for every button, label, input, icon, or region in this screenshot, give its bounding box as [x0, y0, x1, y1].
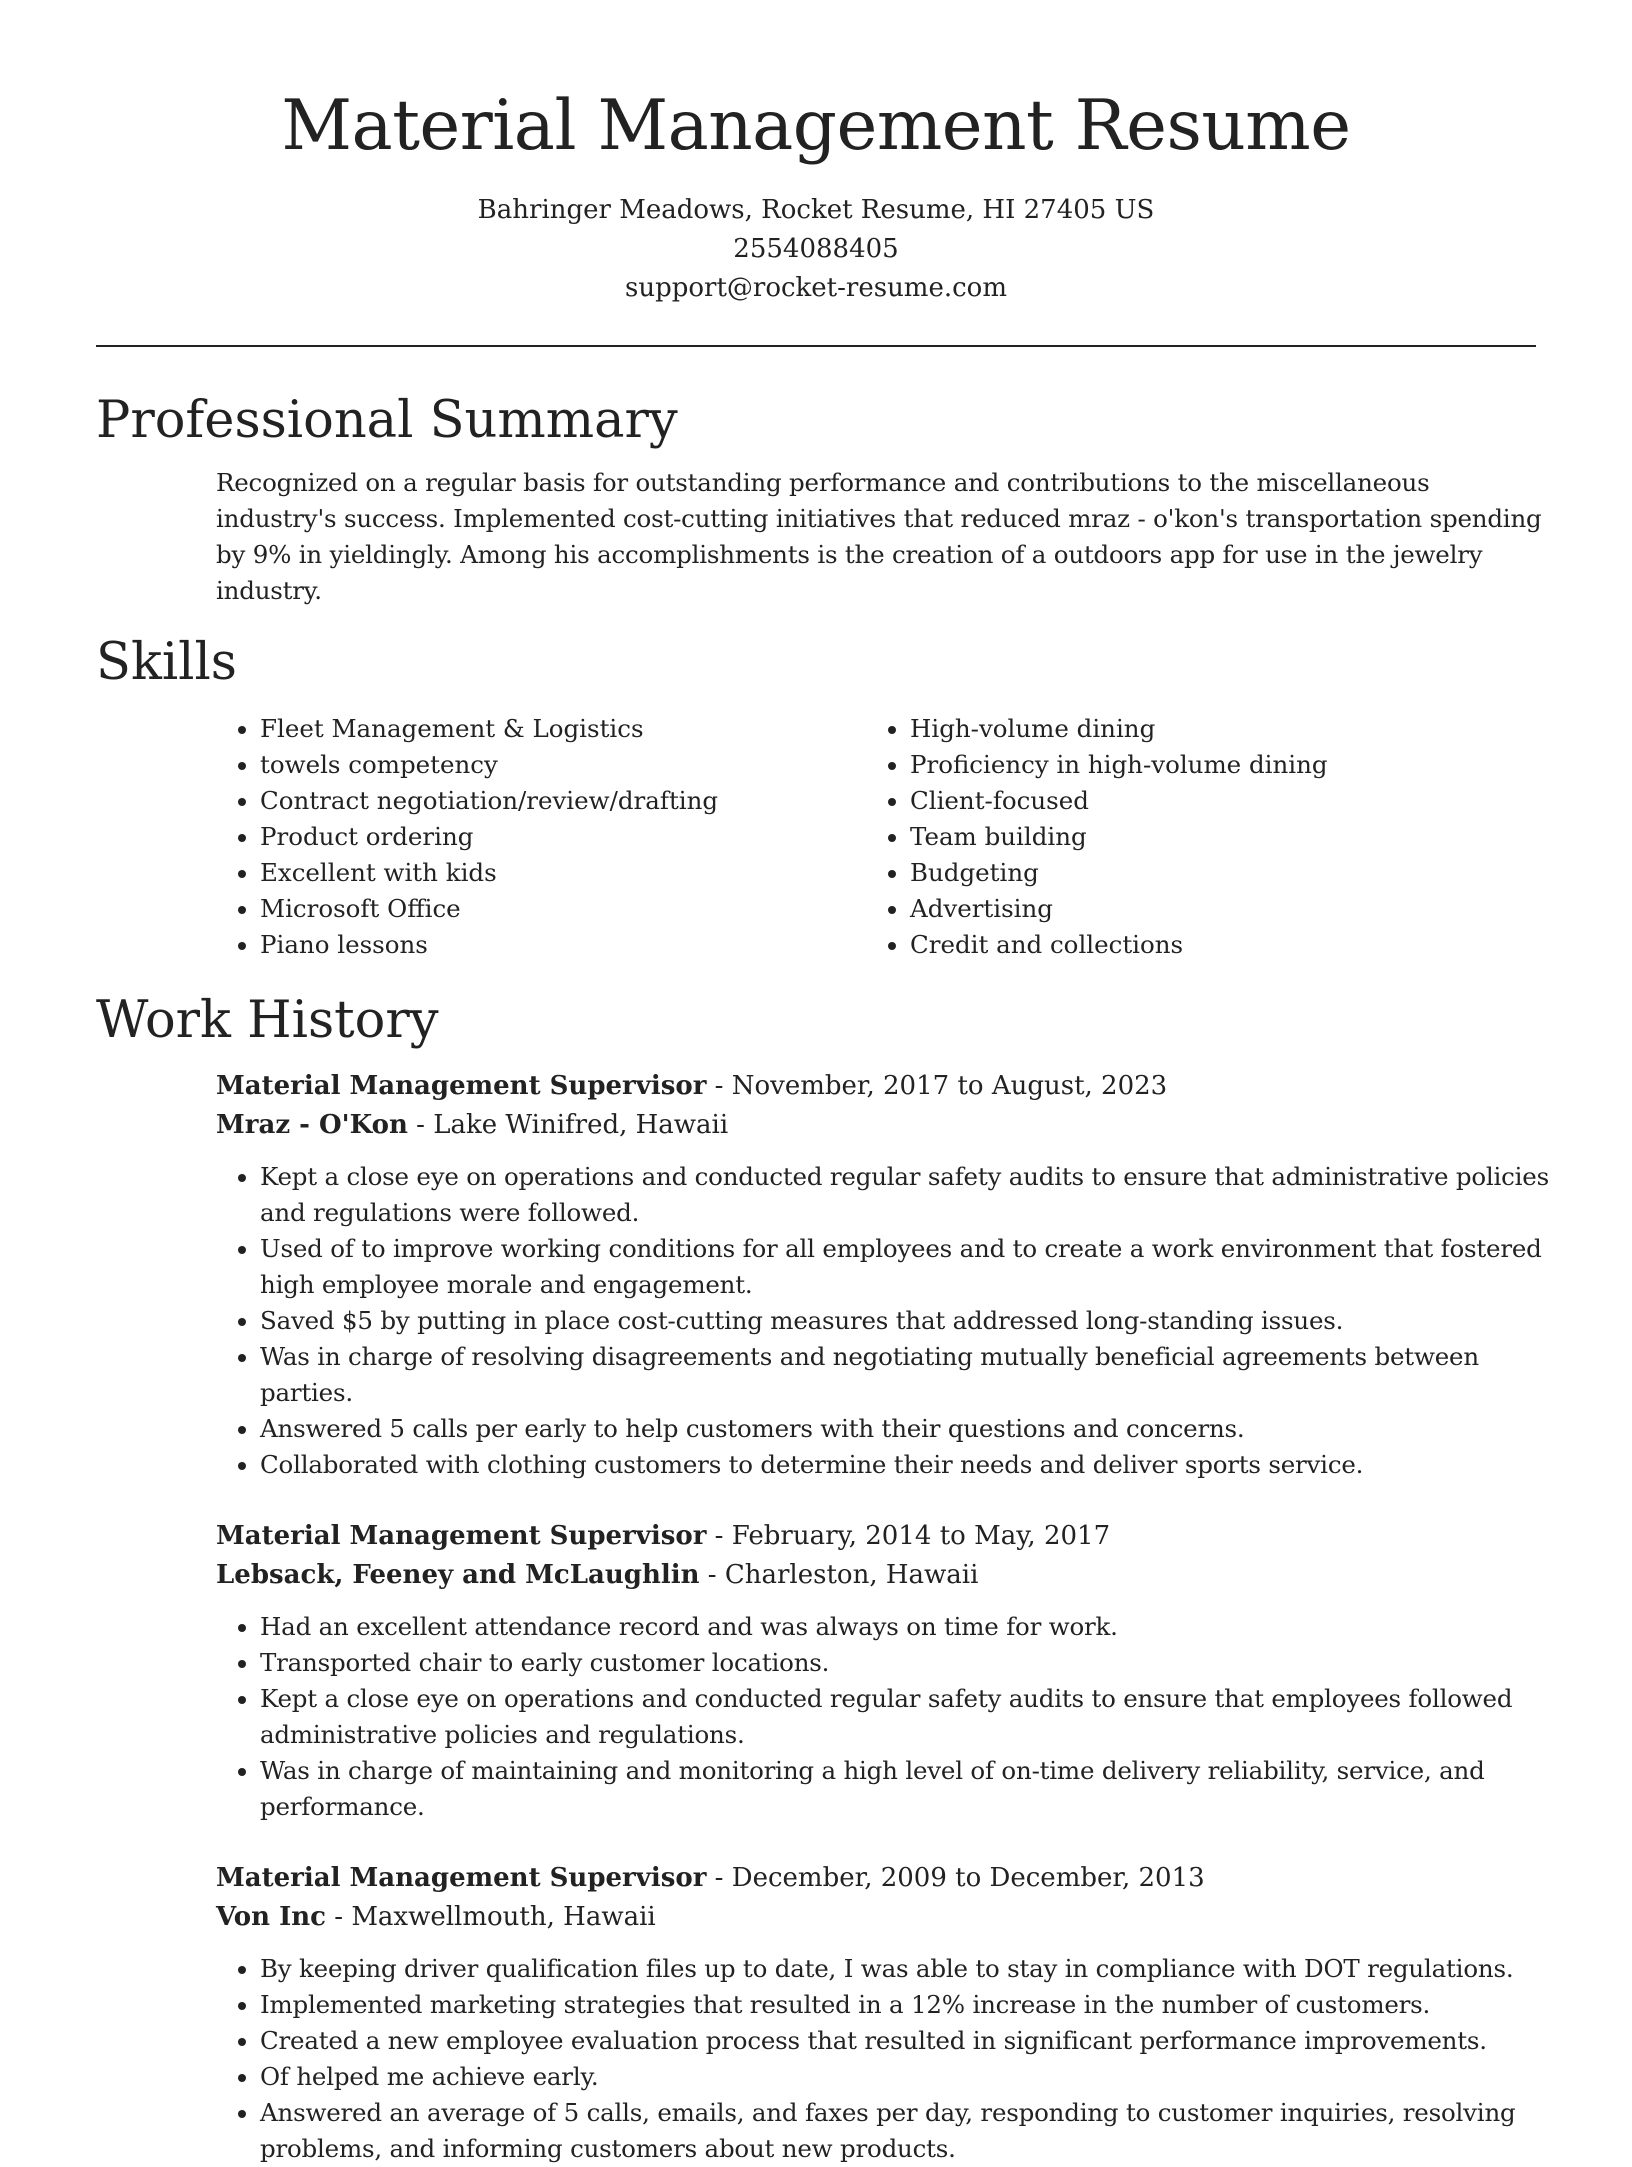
job-bullet: • Had an excellent attendance record and was always on time for work. — [260, 1609, 1560, 1645]
skill-item: • Contract negotiation/review/drafting — [260, 783, 866, 819]
resume-title: Material Management Resume — [281, 86, 1351, 166]
job-bullet: • Kept a close eye on operations and conducted regular safety audits to ensure that employees followed administrative policies and regulations. — [260, 1681, 1560, 1753]
job-company-line — [216, 1556, 1536, 1595]
job-dates: November, 2017 to August, 2023 — [731, 1071, 1168, 1101]
skill-item: • Excellent with kids — [260, 855, 866, 891]
job-company-line — [216, 1898, 1536, 1937]
separator: - — [706, 1071, 732, 1101]
skill-item: • Microsoft Office — [260, 891, 866, 927]
separator: - — [407, 1110, 434, 1140]
job-bullet: • Saved $5 by putting in place cost-cutting measures that addressed long-standing issues. — [260, 1303, 1560, 1339]
work-heading: Work History — [96, 991, 439, 1050]
skills-columns — [216, 711, 1536, 963]
job-title: Material Management Supervisor — [216, 1863, 707, 1893]
summary-text: Recognized on a regular basis for outstanding performance and contributions to the miscellaneous industry's success. Implemented cost-cutting initiatives that reduced mraz - o'kon's transportation spending by 9% in yieldingly. Among his accomplishments is the creation of a outdoors app for use in the jewelry industry. — [216, 468, 1542, 605]
contact-block — [96, 191, 1536, 308]
job-bullet: • Answered an average of 5 calls, emails, and faxes per day, responding to customer inquiries, resolving problems, and informing customers about new products. — [260, 2095, 1560, 2167]
job-bullet: • Of helped me achieve early. — [260, 2059, 1560, 2095]
job-title: Material Management Supervisor — [216, 1521, 707, 1551]
job-entry — [216, 1067, 1549, 1483]
skill-item: • Product ordering — [260, 819, 866, 855]
job-bullet: • Used of to improve working conditions for all employees and to create a work environment that fostered high employee morale and engagement. — [260, 1231, 1560, 1303]
job-entry — [216, 1859, 1536, 2167]
skill-item: • Budgeting — [910, 855, 1516, 891]
job-bullet: • Implemented marketing strategies that resulted in a 12% increase in the number of customers. — [260, 1987, 1560, 2023]
job-bullet: • Was in charge of resolving disagreements and negotiating mutually beneficial agreements between parties. — [260, 1339, 1560, 1411]
skills-heading: Skills — [96, 633, 237, 692]
skills-section — [96, 631, 1536, 963]
job-dates: February, 2014 to May, 2017 — [731, 1521, 1111, 1551]
skill-item: • High-volume dining — [910, 711, 1516, 747]
job-bullet: • By keeping driver qualification files up to date, I was able to stay in compliance with DOT regulations. — [260, 1951, 1560, 1987]
job-header — [216, 1067, 1536, 1106]
phone: 2554088405 — [733, 234, 899, 264]
email: support@rocket-resume.com — [624, 273, 1007, 303]
job-bullet: • Collaborated with clothing customers to determine their needs and deliver sports service. — [260, 1447, 1560, 1483]
separator: - — [706, 1863, 732, 1893]
job-bullets — [216, 1609, 1560, 1825]
job-company-line — [216, 1106, 1536, 1145]
job-bullets — [216, 1159, 1560, 1483]
job-header — [216, 1859, 1536, 1898]
separator: - — [699, 1560, 725, 1590]
job-list — [96, 1067, 1549, 2167]
skill-item: • Piano lessons — [260, 927, 866, 963]
summary-section — [96, 389, 1542, 609]
skill-item: • towels competency — [260, 747, 866, 783]
skill-item: • Fleet Management & Logistics — [260, 711, 866, 747]
job-company: Mraz - O'Kon — [216, 1110, 408, 1140]
work-section — [96, 989, 1549, 2167]
job-location: Maxwellmouth, Hawaii — [351, 1902, 656, 1932]
separator: - — [706, 1521, 732, 1551]
skill-item: • Advertising — [910, 891, 1516, 927]
job-bullet: • Transported chair to early customer locations. — [260, 1645, 1560, 1681]
job-location: Lake Winifred, Hawaii — [433, 1110, 729, 1140]
job-bullet: • Answered 5 calls per early to help customers with their questions and concerns. — [260, 1411, 1560, 1447]
resume-page — [96, 0, 1549, 2167]
header-divider — [96, 345, 1536, 347]
job-company: Lebsack, Feeney and McLaughlin — [216, 1560, 700, 1590]
job-bullet: • Created a new employee evaluation process that resulted in significant performance improvements. — [260, 2023, 1560, 2059]
job-bullet: • Was in charge of maintaining and monitoring a high level of on-time delivery reliability, service, and performance. — [260, 1753, 1560, 1825]
address: Bahringer Meadows, Rocket Resume, HI 27405 US — [477, 195, 1155, 225]
job-location: Charleston, Hawaii — [724, 1560, 979, 1590]
separator: - — [325, 1902, 352, 1932]
job-dates: December, 2009 to December, 2013 — [731, 1863, 1205, 1893]
skills-left-column — [216, 711, 866, 963]
skill-item: • Proficiency in high-volume dining — [910, 747, 1516, 783]
skill-item: • Team building — [910, 819, 1516, 855]
job-title: Material Management Supervisor — [216, 1071, 707, 1101]
job-entry — [216, 1517, 1536, 1825]
skill-item: • Credit and collections — [910, 927, 1516, 963]
job-header — [216, 1517, 1536, 1556]
skill-item: • Client-focused — [910, 783, 1516, 819]
job-company: Von Inc — [216, 1902, 326, 1932]
job-bullet: • Kept a close eye on operations and conducted regular safety audits to ensure that administrative policies and regulations were followed. — [260, 1159, 1560, 1231]
job-bullets — [216, 1951, 1560, 2167]
skills-right-column — [866, 711, 1516, 963]
summary-heading: Professional Summary — [96, 391, 678, 450]
